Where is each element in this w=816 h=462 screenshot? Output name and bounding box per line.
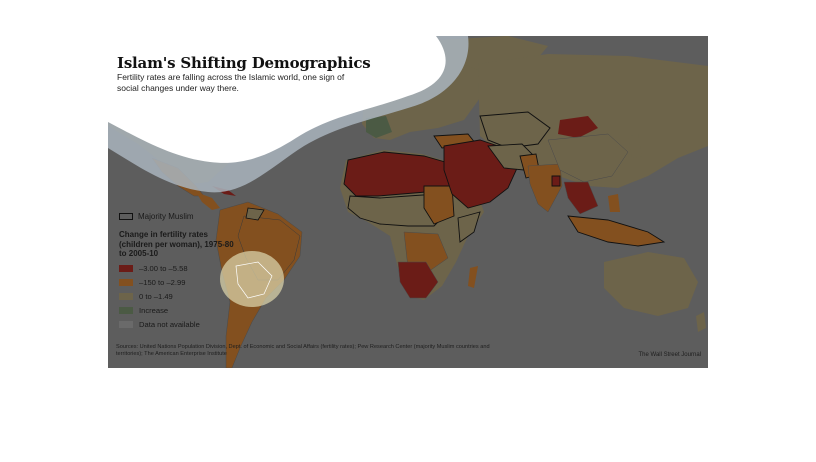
landmass-australia [604, 252, 698, 316]
legend-outline-swatch [119, 213, 133, 220]
legend-swatch-moderate-decline [119, 279, 133, 286]
country-central-america [196, 192, 220, 210]
legend-swatch-no-data [119, 321, 133, 328]
credit-line: The Wall Street Journal [638, 352, 701, 358]
country-philippines [608, 194, 620, 212]
legend-swatch-small-decline [119, 293, 133, 300]
legend-item-label: Data not available [139, 319, 200, 329]
legend-item [119, 279, 239, 287]
map-subtitle: Fertility rates are falling across the Islamic world, one sign of social changes under way there. [117, 72, 345, 93]
country-indonesia-malaysia [568, 216, 664, 246]
legend-item [119, 293, 239, 301]
country-madagascar [468, 266, 478, 288]
legend-item [119, 321, 239, 329]
legend-item [119, 265, 239, 273]
legend-swatch-increase [119, 307, 133, 314]
country-india [528, 164, 562, 212]
legend-item-label: –3.00 to –5.58 [139, 263, 188, 273]
sources-note: Sources: United Nations Population Division, Dept. of Economic and Social Affairs (fertility rates); Pew Research Center (majority Muslim countries and territories); The American Enterprise Institute [116, 344, 490, 357]
legend-item [119, 307, 239, 315]
country-bangladesh [552, 176, 560, 186]
legend-item-label: 0 to –1.49 [139, 291, 173, 301]
legend-majority-muslim [119, 212, 239, 221]
legend [119, 212, 239, 335]
legend-majority-label: Majority Muslim [138, 212, 194, 221]
map-panel [108, 36, 708, 368]
legend-swatch-greatest-decline [119, 265, 133, 272]
legend-item-label: –150 to –2.99 [139, 277, 186, 287]
country-southeast-asia [564, 182, 598, 214]
map-title: Islam's Shifting Demographics [117, 54, 371, 72]
legend-heading: Change in fertility rates (children per woman), 1975-80 to 2005-10 [119, 230, 234, 258]
legend-item-label: Increase [139, 305, 169, 315]
country-new-zealand [696, 312, 706, 332]
